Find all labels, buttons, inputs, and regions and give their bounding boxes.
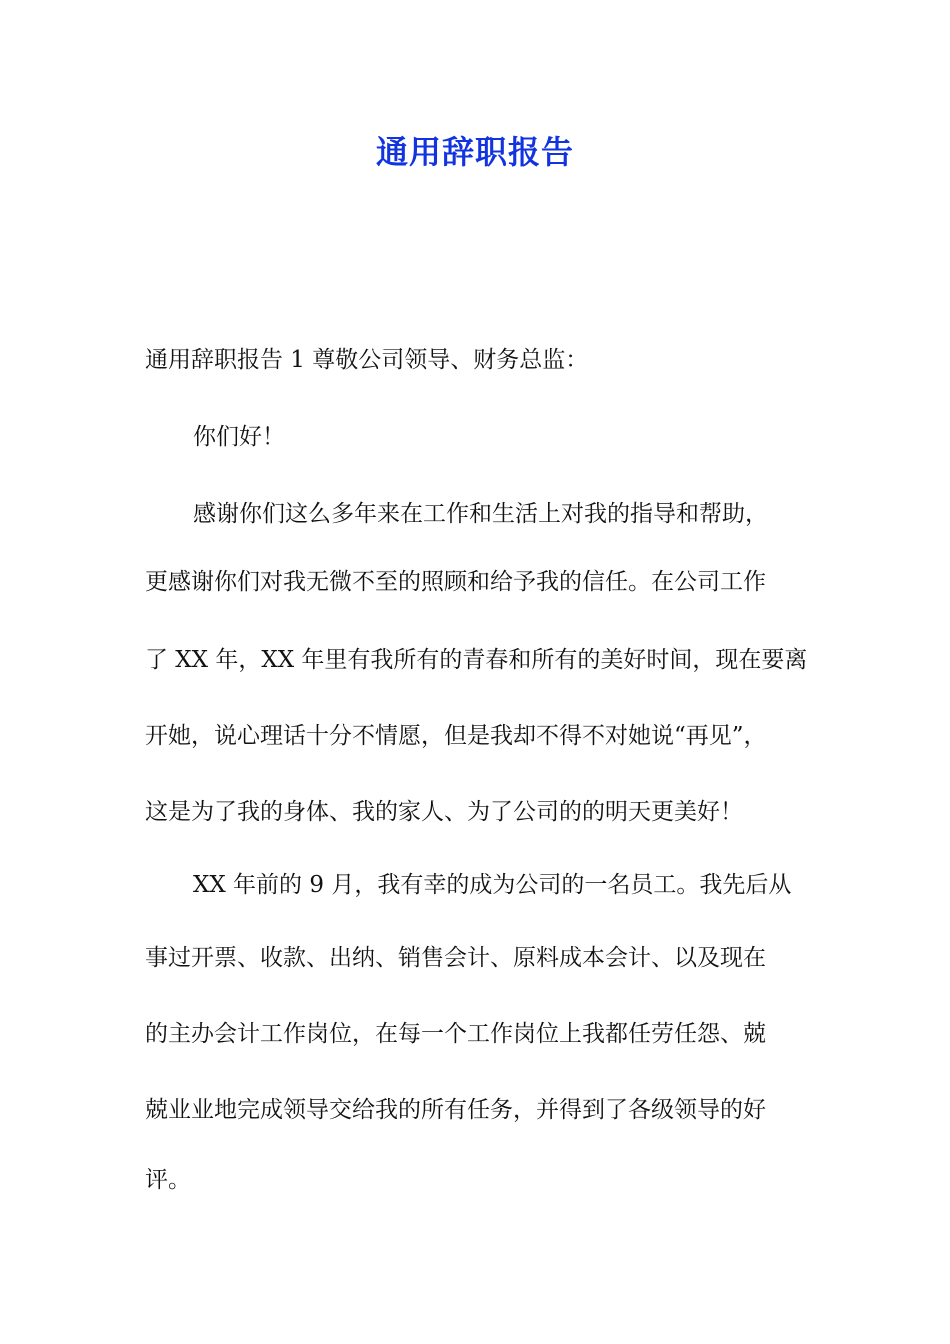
paragraph-2-line-2: 事过开票、收款、出纳、销售会计、原料成本会计、以及现在 [145,945,766,971]
paragraph-1-line-4: 开她，说心理话十分不情愿，但是我却不得不对她说“再见”， [145,723,767,749]
document-body [145,344,815,1204]
paragraph-1-line-3: 了 XX 年，XX 年里有我所有的青春和所有的美好时间，现在要离 [145,647,808,673]
salutation-line: 通用辞职报告 1 尊敬公司领导、财务总监： [145,347,589,373]
paragraph-1-line-5: 这是为了我的身体、我的家人、为了公司的的明天更美好！ [145,799,743,825]
paragraph-2-line-5: 评。 [145,1167,191,1193]
paragraph-1-line-1: 感谢你们这么多年来在工作和生活上对我的指导和帮助， [193,501,768,527]
document-title: 通用辞职报告 [375,133,574,171]
paragraph-2-line-3: 的主办会计工作岗位，在每一个工作岗位上我都任劳任怨、兢 [145,1021,766,1047]
paragraph-1-line-2: 更感谢你们对我无微不至的照顾和给予我的信任。在公司工作 [145,569,766,595]
greeting-line: 你们好！ [193,424,285,450]
paragraph-2-line-1: XX 年前的 9 月，我有幸的成为公司的一名员工。我先后从 [193,872,792,898]
paragraph-2-line-4: 兢业业地完成领导交给我的所有任务，并得到了各级领导的好 [145,1097,766,1123]
